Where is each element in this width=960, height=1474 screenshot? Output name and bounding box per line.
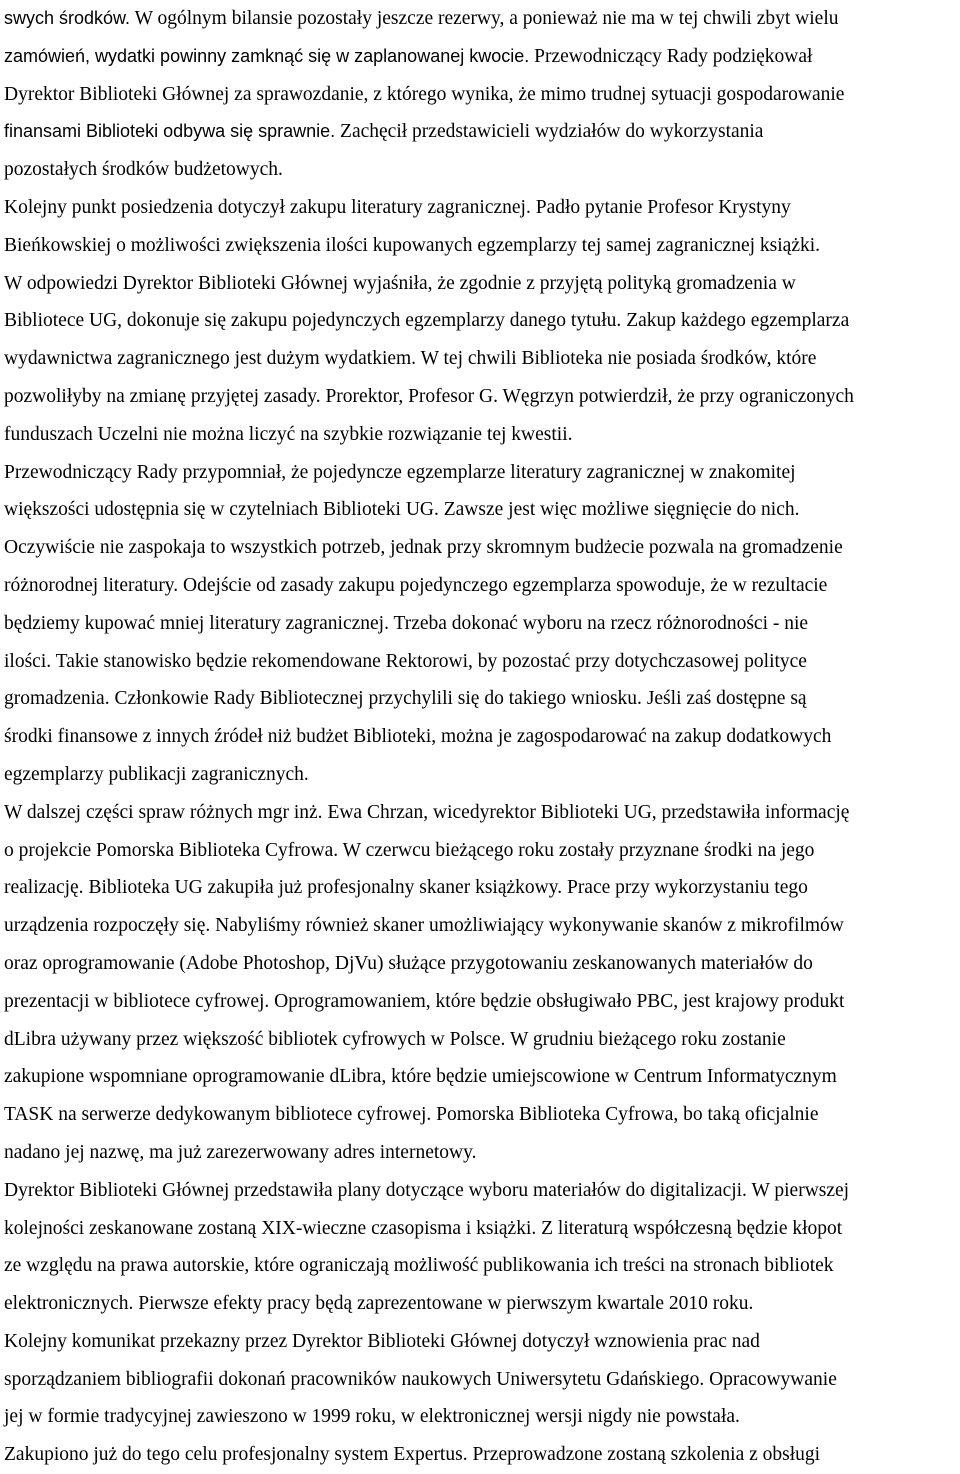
text-segment: funduszach Uczelni nie można liczyć na szybkie rozwiązanie tej kwestii. <box>4 423 573 445</box>
text-segment: finansami Biblioteki odbywa się sprawnie. <box>4 121 336 142</box>
text-segment: o projekcie Pomorska Biblioteka Cyfrowa. <box>4 839 339 861</box>
text-line <box>4 907 956 945</box>
text-line <box>4 265 956 303</box>
text-line <box>4 113 956 151</box>
text-segment: Oprogramowaniem, które będzie obsługiwało PBC, jest krajowy produkt <box>269 990 845 1012</box>
text-segment: Jeśli zaś dostępne są <box>641 688 807 710</box>
text-segment: Nabyliśmy również skaner umożliwiający wykonywanie skanów z mikrofilmów <box>210 915 844 937</box>
text-segment: dLibra używany przez większość bibliotek cyfrowych w Polsce. <box>4 1028 506 1050</box>
text-segment: kolejności zeskanowane zostaną XIX-wieczne czasopisma i książki. <box>4 1217 537 1239</box>
text-line <box>4 1361 956 1399</box>
text-line <box>4 983 956 1021</box>
text-segment: W czerwcu bieżącego roku zostały przyznane środki na jego <box>338 839 815 861</box>
text-segment: Trzeba dokonać wyboru na rzecz różnorodności - nie <box>388 612 809 634</box>
text-line <box>4 945 956 983</box>
text-line <box>4 491 956 529</box>
text-line <box>4 643 956 681</box>
text-line <box>4 378 956 416</box>
text-line <box>4 1323 956 1361</box>
text-segment: Dyrektor Biblioteki Głównej za sprawozdanie, z którego wynika, że mimo trudnej sytuacji gospodarowanie <box>4 83 845 105</box>
text-segment: zamówień, wydatki powinny zamknąć się w zaplanowanej kwocie. <box>4 45 530 66</box>
text-line <box>4 605 956 643</box>
text-segment: W odpowiedzi Dyrektor Biblioteki Głównej wyjaśniła, że zgodnie z przyjętą polityką gromadzenia w <box>4 272 796 294</box>
text-segment: wydawnictwa zagranicznego jest dużym wydatkiem. <box>4 348 417 370</box>
text-segment: prezentacji w bibliotece cyfrowej. <box>4 990 270 1012</box>
text-segment: ze względu na prawa autorskie, które ograniczają możliwość publikowania ich treści na stronach bibliotek <box>4 1255 834 1277</box>
text-segment: Ewa Chrzan, wicedyrektor Biblioteki UG, przedstawiła informację <box>322 801 850 823</box>
text-segment: W ogólnym bilansie pozostały jeszcze rezerwy, a ponieważ nie ma w tej chwili zbyt wielu <box>130 8 839 29</box>
text-line <box>4 1096 956 1134</box>
text-line <box>4 416 956 454</box>
text-line <box>4 1021 956 1059</box>
text-line <box>4 1134 956 1172</box>
text-segment: Kolejny punkt posiedzenia dotyczył zakupu literatury zagranicznej. <box>4 196 531 218</box>
text-segment: gromadzenia. <box>4 688 110 710</box>
text-segment: Opracowywanie <box>704 1368 837 1390</box>
text-line <box>4 1172 956 1210</box>
text-segment: swych środków. <box>4 8 131 28</box>
text-line <box>4 869 956 907</box>
text-segment: zakupione wspomniane oprogramowanie dLibra, które będzie umiejscowione w Centrum Informatycznym <box>4 1066 837 1088</box>
text-segment: Zakup każdego egzemplarza <box>621 310 850 332</box>
text-segment: Z literaturą współczesną będzie kłopot <box>536 1217 843 1239</box>
text-line <box>4 1058 956 1096</box>
text-segment: różnorodnej literatury. <box>4 574 179 596</box>
text-line <box>4 529 956 567</box>
text-segment: Zakupiono już do tego celu profesjonalny system Expertus. <box>4 1444 468 1466</box>
text-line <box>4 718 956 756</box>
text-line <box>4 340 956 378</box>
text-segment: nadano jej nazwę, ma już zarezerwowany adres internetowy. <box>4 1141 477 1163</box>
text-line <box>4 76 956 114</box>
text-segment: W dalszej części spraw różnych mgr inż. <box>4 801 323 823</box>
text-line <box>4 454 956 492</box>
text-segment: Bieńkowskiej o możliwości zwiększenia ilości kupowanych egzemplarzy tej samej zagranicznej książki. <box>4 234 821 256</box>
text-segment: elektronicznych. <box>4 1293 134 1315</box>
text-segment: Przewodniczący Rady przypomniał, że pojedyncze egzemplarze literatury zagranicznej w znakomitej <box>4 461 796 483</box>
text-segment: Takie stanowisko będzie rekomendowane Rektorowi, by pozostać przy dotychczasowej polityce <box>51 650 807 672</box>
text-segment: Dyrektor Biblioteki Głównej przedstawiła plany dotyczące wyboru materiałów do digitalizacji. <box>4 1179 747 1201</box>
text-line <box>4 756 956 794</box>
text-segment: oraz oprogramowanie (Adobe Photoshop, DjVu) służące przygotowaniu zeskanowanych materiałów do <box>4 952 813 974</box>
text-segment: W tej chwili Biblioteka nie posiada środków, które <box>416 348 817 370</box>
text-segment: Oczywiście nie zaspokaja to wszystkich potrzeb, jednak przy skromnym budżecie pozwala na gromadzenie <box>4 537 843 559</box>
text-segment: jej w formie tradycyjnej zawieszono w 1999 roku, w elektronicznej wersji nigdy nie powstała. <box>4 1406 740 1428</box>
text-segment: sporządzaniem bibliografii dokonań pracowników naukowych Uniwersytetu Gdańskiego. <box>4 1368 705 1390</box>
text-line <box>4 567 956 605</box>
text-segment: Biblioteka UG zakupiła już profesjonalny skaner książkowy. <box>83 877 563 899</box>
text-segment: ilości. <box>4 650 52 672</box>
text-line <box>4 1436 956 1474</box>
text-segment: środki finansowe z innych źródeł niż budżet Biblioteki, można je zagospodarować na zakup dodatkowych <box>4 726 832 748</box>
text-segment: W grudniu bieżącego roku zostanie <box>505 1028 786 1050</box>
text-segment: Zachęcił przedstawicieli wydziałów do wykorzystania <box>335 121 764 143</box>
text-segment: Padło pytanie Profesor Krystyny <box>530 196 791 218</box>
text-segment: Przeprowadzone zostaną szkolenia z obsługi <box>467 1444 821 1466</box>
text-segment: Odejście od zasady zakupu pojedynczego egzemplarza spowoduje, że w rezultacie <box>178 574 828 596</box>
text-segment: TASK na serwerze dedykowanym bibliotece cyfrowej. <box>4 1104 432 1126</box>
text-line <box>4 1210 956 1248</box>
text-segment: Pierwsze efekty pracy będą zaprezentowane w pierwszym kwartale 2010 roku. <box>133 1293 754 1315</box>
text-line <box>4 38 956 76</box>
text-segment: Bibliotece UG, dokonuje się zakupu pojedynczych egzemplarzy danego tytułu. <box>4 310 622 332</box>
text-segment: większości udostępnia się w czytelniach Biblioteki UG. <box>4 499 439 521</box>
text-line <box>4 1247 956 1285</box>
text-segment: pozwoliłyby na zmianę przyjętej zasady. <box>4 385 321 407</box>
text-segment: Członkowie Rady Bibliotecznej przychylili się do takiego wniosku. <box>109 688 642 710</box>
text-line <box>4 227 956 265</box>
text-line <box>4 1398 956 1436</box>
text-segment: egzemplarzy publikacji zagranicznych. <box>4 763 309 785</box>
text-segment: Pomorska Biblioteka Cyfrowa, bo taką oficjalnie <box>431 1104 819 1126</box>
text-segment: Kolejny komunikat przekazny przez Dyrektor Biblioteki Głównej dotyczył wznowienia prac nad <box>4 1330 760 1352</box>
text-line <box>4 0 956 38</box>
text-line <box>4 189 956 227</box>
text-line <box>4 1285 956 1323</box>
text-line <box>4 302 956 340</box>
text-line <box>4 151 956 189</box>
text-line <box>4 794 956 832</box>
text-segment: realizację. <box>4 877 84 899</box>
text-line <box>4 832 956 870</box>
text-segment: Prace przy wykorzystaniu tego <box>562 877 808 899</box>
text-segment: Zawsze jest więc możliwe sięgnięcie do nich. <box>438 499 800 521</box>
text-segment: pozostałych środków budżetowych. <box>4 159 283 181</box>
text-segment: Prorektor, Profesor G. <box>320 385 498 407</box>
text-segment: będziemy kupować mniej literatury zagranicznej. <box>4 612 389 634</box>
text-segment: Węgrzyn potwierdził, że przy ograniczonych <box>497 385 854 407</box>
text-segment: Przewodniczący Rady podziękował <box>529 45 813 67</box>
text-segment: urządzenia rozpoczęły się. <box>4 915 211 937</box>
text-line <box>4 680 956 718</box>
document-page <box>4 0 956 1474</box>
text-segment: W pierwszej <box>746 1179 850 1201</box>
